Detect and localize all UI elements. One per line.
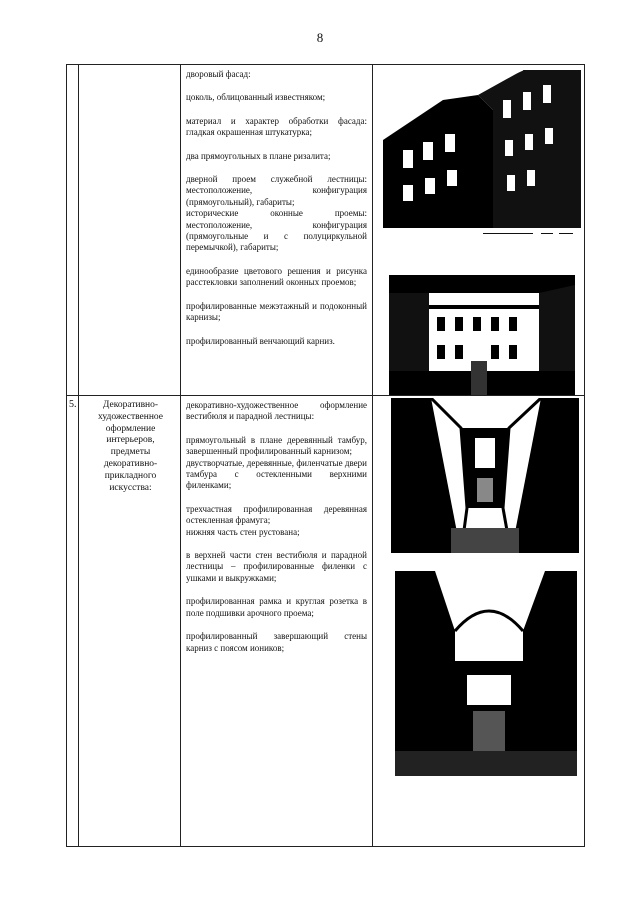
description-item: дворовый фасад: — [186, 69, 251, 79]
description-item: профилированная рамка и круглая розетка в поле подшивки арочного проема; — [186, 596, 367, 618]
dash-line — [541, 233, 553, 234]
description-item: профилированный венчающий карниз. — [186, 335, 335, 346]
description-item: дверной проем служебной лестницы: местоположение, конфигурация (прямоугольный), габариты; — [186, 174, 367, 207]
row-photo-cell — [373, 65, 585, 396]
courtyard-view-photo — [389, 275, 575, 395]
description-item: прямоугольный в плане деревянный тамбур, завершенный профилированный карнизом; — [186, 434, 367, 457]
description-item: цоколь, облицованный известняком; — [186, 92, 326, 103]
monument-features-table — [66, 64, 585, 847]
staircase-photo — [395, 571, 577, 776]
row-number-cell: 5. — [67, 396, 79, 847]
page-number: 8 — [316, 30, 324, 45]
description-item: материал и характер обработки фасада: гладкая окрашенная штукатурка; — [186, 115, 367, 138]
dash-line — [483, 233, 533, 234]
row-name-cell — [79, 65, 181, 396]
dash-line — [559, 233, 573, 234]
description-item: единообразие цветового решения и рисунка расстекловки заполнений оконных проемов; — [186, 265, 367, 288]
table-row — [67, 396, 585, 847]
description-item: исторические оконные проемы: местоположение, конфигурация (прямоугольные и с полуциркульной перемычкой), габариты; — [186, 208, 367, 253]
description-item: профилированный завершающий стены карниз с поясом иоников; — [186, 631, 367, 653]
row-description-cell — [181, 396, 373, 847]
description-item: нижняя часть стен рустована; — [186, 526, 300, 537]
row-description-cell — [181, 65, 373, 396]
description-item: профилированные межэтажный и подоконный карнизы; — [186, 300, 367, 323]
description-item: декоративно-художественное оформление вестибюля и парадной лестницы: — [186, 400, 367, 422]
courtyard-facade-photo — [383, 70, 581, 228]
row-number-cell — [67, 65, 79, 396]
description-item: двустворчатые, деревянные, филенчатые двери тамбура с остекленными верхними филенками; — [186, 457, 367, 491]
description-item: два прямоугольных в плане ризалита; — [186, 150, 331, 161]
row-name-cell: Декоративно-художественное оформление интерьеров, предметы декоративно-прикладного искусства: — [79, 396, 181, 847]
row-photo-cell — [373, 396, 585, 847]
vestibule-photo — [391, 398, 579, 553]
table-row — [67, 65, 585, 396]
description-item: в верхней части стен вестибюля и парадной лестницы – профилированные филенки с ушками и выкружками; — [186, 550, 367, 583]
description-item: трехчастная профилированная деревянная остекленная фрамуга; — [186, 503, 367, 526]
